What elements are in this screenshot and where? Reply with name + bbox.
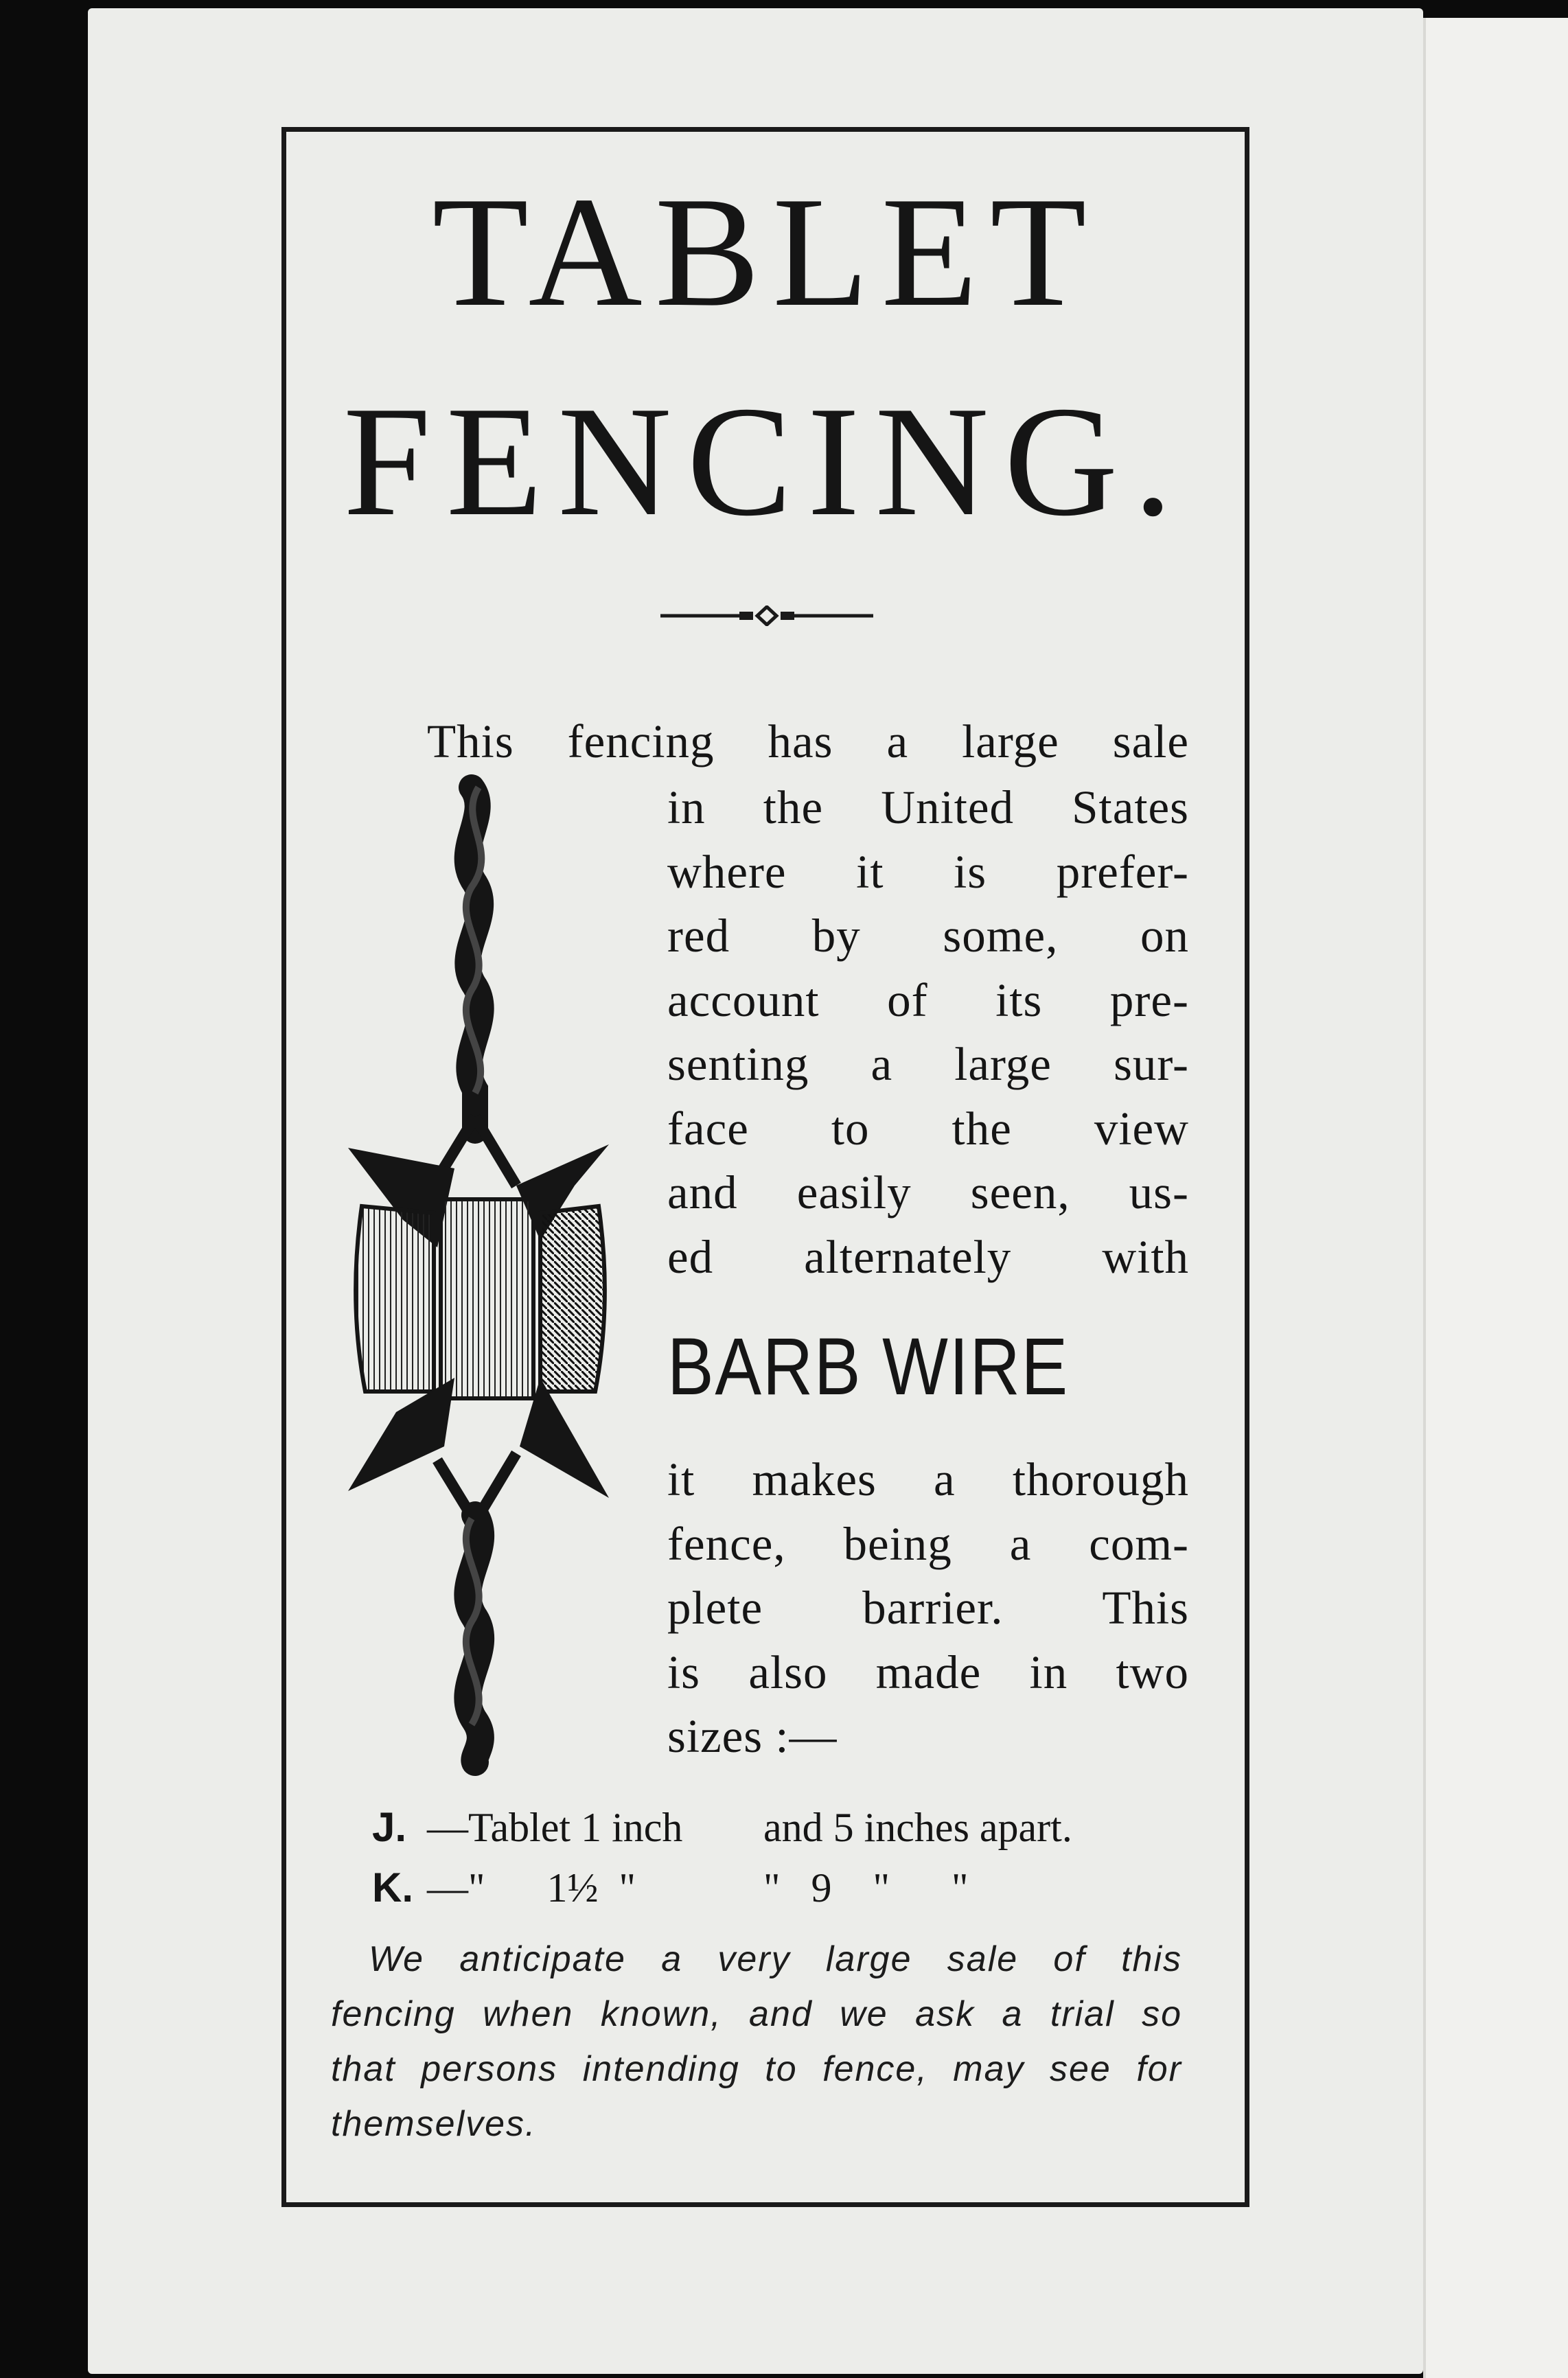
intro-line: ed alternately with xyxy=(667,1230,1189,1283)
size-row-j xyxy=(372,1804,1196,1850)
intro-line: and easily seen, us- xyxy=(667,1166,1189,1219)
intro-line: in the United States xyxy=(667,781,1189,833)
intro-line: face to the view xyxy=(667,1102,1189,1155)
after-line: it makes a thorough xyxy=(667,1453,1189,1505)
after-line: is also made in two xyxy=(667,1646,1189,1698)
intro-line: red by some, on xyxy=(667,910,1189,962)
after-line: fence, being a com- xyxy=(667,1517,1189,1570)
barb-wire-heading: BARB WIRE xyxy=(667,1321,1069,1412)
size-dash: — xyxy=(427,1865,468,1911)
after-line: plete barrier. This xyxy=(667,1582,1189,1634)
intro-line: senting a large sur- xyxy=(667,1038,1189,1090)
size-label: " 1½ " xyxy=(468,1865,636,1911)
note-line: that persons intending to fence, may see for xyxy=(331,2049,1182,2089)
note-line: themselves. xyxy=(331,2104,537,2144)
intro-line: where it is prefer- xyxy=(667,845,1189,898)
intro-line: account of its pre- xyxy=(667,973,1189,1026)
note-line: We anticipate a very large sale of this xyxy=(369,1939,1182,1979)
size-spacing: and 5 inches apart. xyxy=(763,1805,1072,1850)
tablet-barb-wire-icon xyxy=(334,774,630,1776)
after-paragraph xyxy=(667,1448,1189,1769)
advertisement-frame xyxy=(281,127,1249,2207)
intro-lead-line: This fencing has a large sale xyxy=(427,715,1189,767)
facing-page-edge xyxy=(1423,18,1568,2378)
closing-note xyxy=(331,1932,1182,2151)
after-line: sizes :— xyxy=(667,1710,838,1762)
size-label: Tablet 1 inch xyxy=(468,1805,683,1850)
size-row-k xyxy=(372,1865,1196,1911)
size-dash: — xyxy=(427,1805,468,1850)
note-line: fencing when known, and we ask a trial so xyxy=(331,1994,1182,2034)
size-code: J. xyxy=(372,1804,407,1850)
ornament-divider-icon xyxy=(657,605,877,626)
title-line-1: TABLET xyxy=(432,164,1099,339)
size-spacing: " 9 " " xyxy=(763,1865,969,1911)
title-line-2: FENCING. xyxy=(343,373,1188,549)
intro-paragraph xyxy=(667,776,1189,1289)
size-code: K. xyxy=(372,1865,413,1911)
